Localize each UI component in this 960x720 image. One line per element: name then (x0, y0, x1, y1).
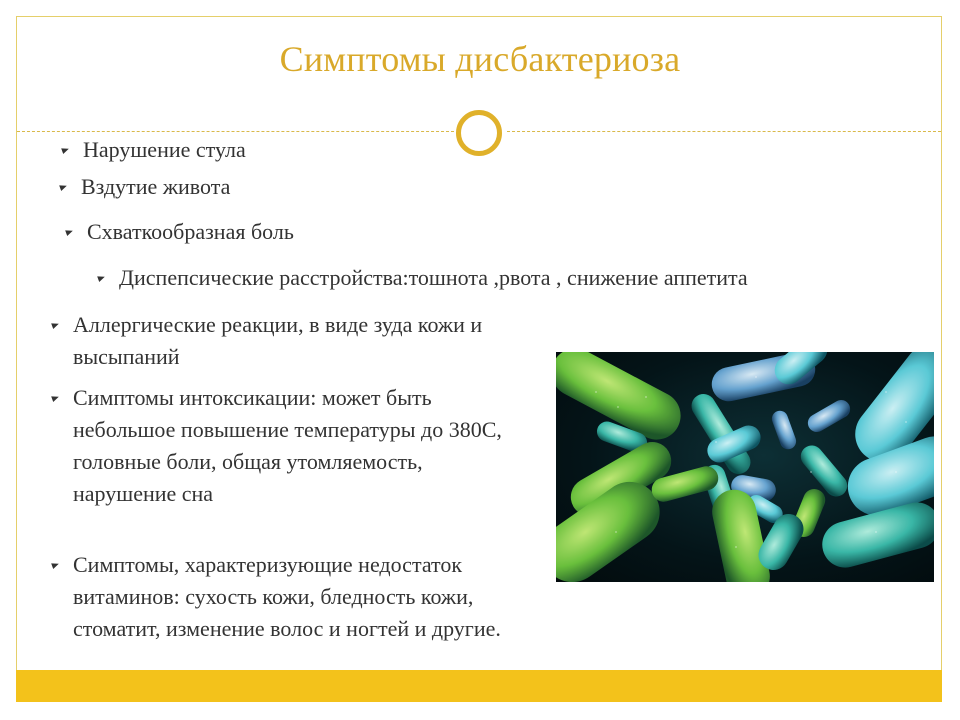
bullet-text: Вздутие живота (81, 174, 231, 199)
bullet-item (62, 134, 246, 166)
bullet-arrow-icon (97, 274, 106, 282)
bullet-item (60, 171, 230, 203)
slide-title: Симптомы дисбактериоза (279, 39, 681, 79)
title-divider-right (507, 131, 941, 132)
bullet-item (52, 309, 512, 373)
bullet-item (98, 262, 888, 294)
bullet-arrow-icon (51, 561, 60, 569)
bullet-text: Нарушение стула (83, 137, 246, 162)
bullet-arrow-icon (61, 146, 70, 154)
bullet-item (52, 549, 522, 645)
bacteria-illustration (556, 352, 934, 582)
bullet-text: Схваткообразная боль (87, 219, 294, 244)
bullet-text: Симптомы интоксикации: может быть небольшое повышение температуры до 380С, головные боли, общая утомляемость, нарушение сна (73, 385, 502, 506)
bullet-item (66, 216, 294, 248)
bullet-text: Диспепсические расстройства:тошнота ,рвота , снижение аппетита (119, 265, 748, 290)
bacteria-microscope-image (556, 352, 934, 582)
bullet-arrow-icon (65, 228, 74, 236)
bullet-text: Симптомы, характеризующие недостаток витаминов: сухость кожи, бледность кожи, стоматит, изменение волос и ногтей и другие. (73, 552, 501, 641)
bullet-arrow-icon (59, 183, 68, 191)
ring-ornament-icon (456, 110, 502, 156)
bullet-item (52, 382, 522, 510)
footer-accent-bar (16, 670, 942, 702)
bullet-text: Аллергические реакции, в виде зуда кожи и высыпаний (73, 312, 483, 369)
title-divider-left (17, 131, 454, 132)
bullet-arrow-icon (51, 394, 60, 402)
bullet-arrow-icon (51, 321, 60, 329)
